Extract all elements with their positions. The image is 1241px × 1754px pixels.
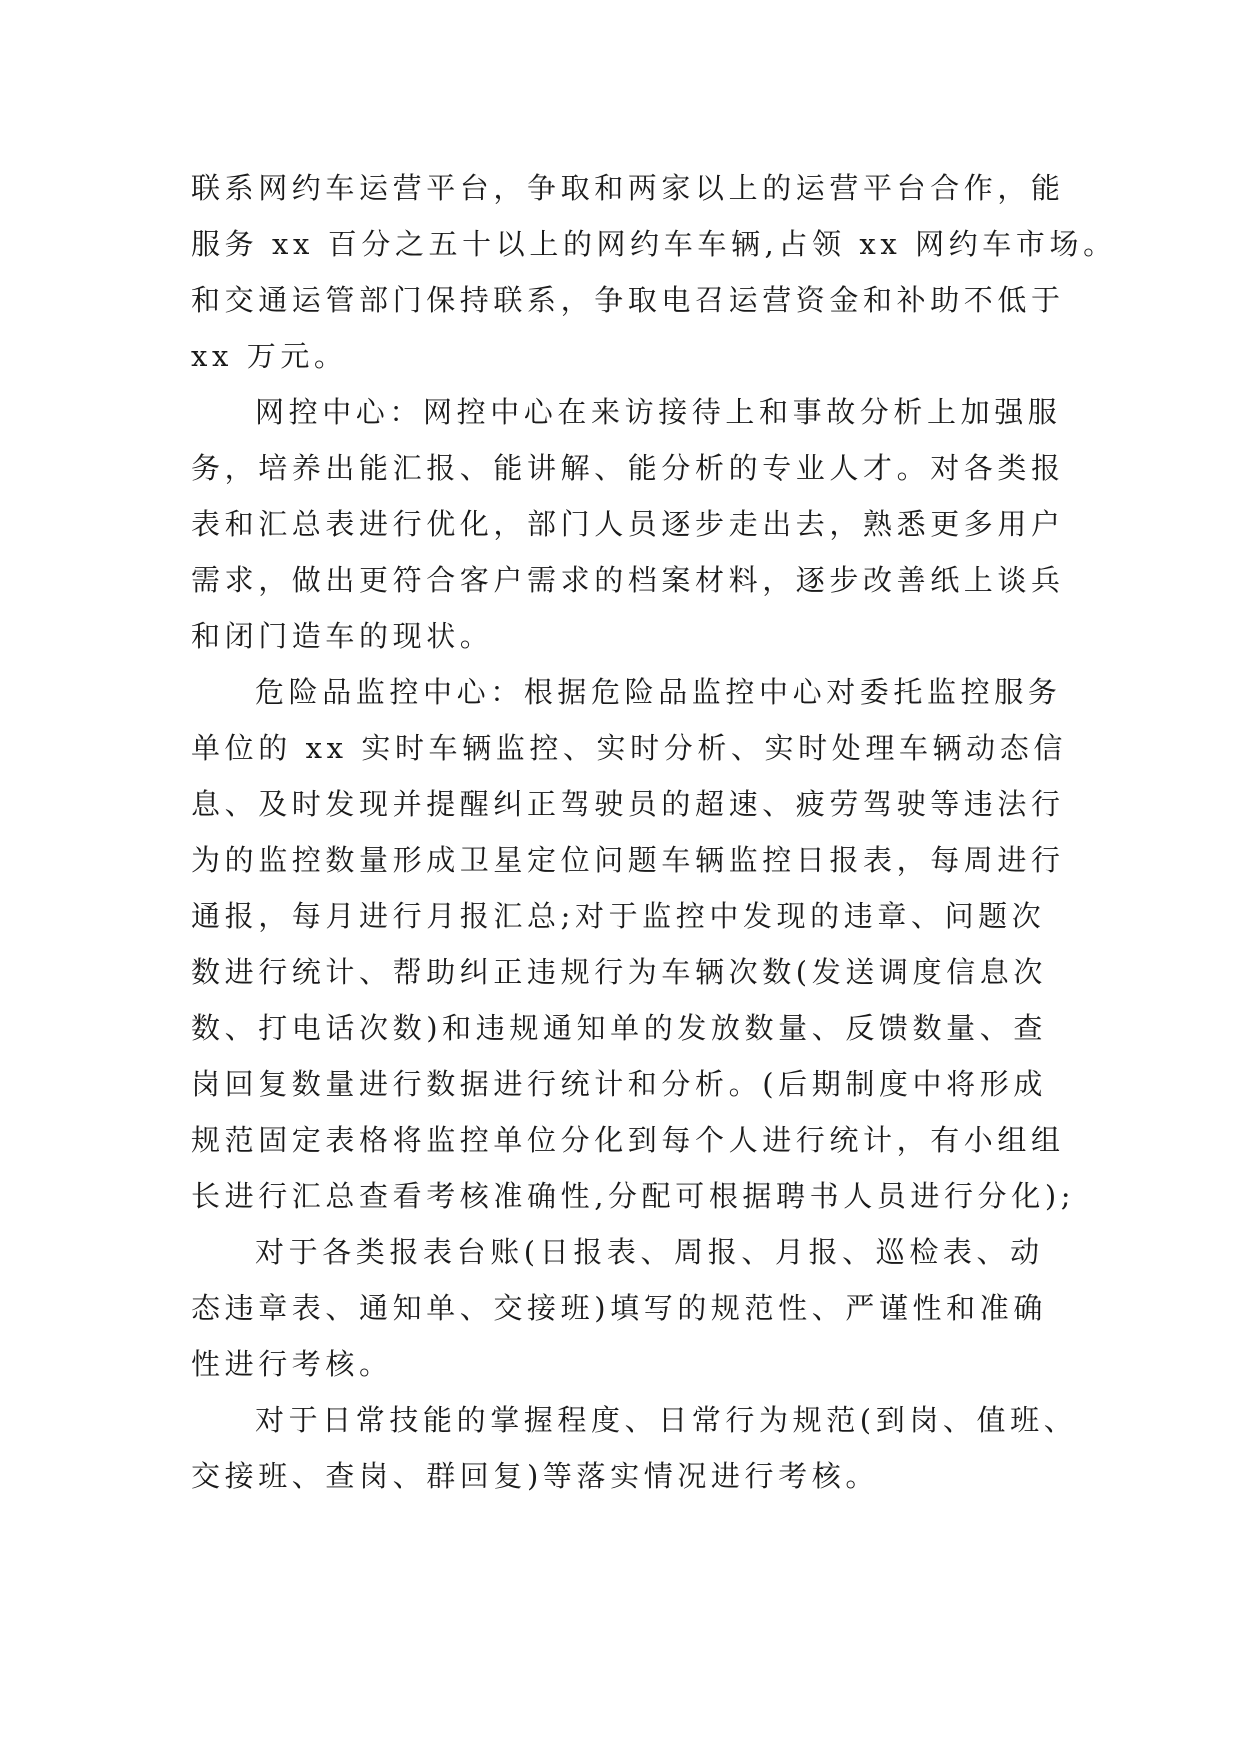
- text-line: 单位的 xx 实时车辆监控、实时分析、实时处理车辆动态信: [191, 731, 1067, 765]
- text-line: 和闭门造车的现状。: [191, 619, 494, 653]
- text-line: 岗回复数量进行数据进行统计和分析。(后期制度中将形成: [191, 1067, 1047, 1101]
- text-line: 务，培养出能汇报、能讲解、能分析的专业人才。对各类报: [191, 451, 1065, 485]
- text-line: 表和汇总表进行优化，部门人员逐步走出去，熟悉更多用户: [191, 507, 1065, 541]
- text-line: 服务 xx 百分之五十以上的网约车车辆,占领 xx 网约车市场。: [191, 227, 1117, 261]
- text-line: 态违章表、通知单、交接班)填写的规范性、严谨性和准确: [191, 1291, 1047, 1325]
- text-line: 联系网约车运营平台，争取和两家以上的运营平台合作，能: [191, 171, 1065, 205]
- text-line: 长进行汇总查看考核准确性,分配可根据聘书人员进行分化);: [191, 1179, 1076, 1213]
- document-body: [191, 160, 1117, 1504]
- text-line: 数进行统计、帮助纠正违规行为车辆次数(发送调度信息次: [191, 955, 1047, 989]
- text-line: 交接班、查岗、群回复)等落实情况进行考核。: [191, 1459, 879, 1493]
- paragraph-first-line: 网控中心：网控中心在来访接待上和事故分析上加强服: [255, 395, 1062, 429]
- text-line: 性进行考核。: [191, 1347, 393, 1381]
- paragraph-first-line: 对于日常技能的掌握程度、日常行为规范(到岗、值班、: [255, 1403, 1078, 1437]
- text-line: 息、及时发现并提醒纠正驾驶员的超速、疲劳驾驶等违法行: [191, 787, 1065, 821]
- text-line: 需求，做出更符合客户需求的档案材料，逐步改善纸上谈兵: [191, 563, 1065, 597]
- text-line: 规范固定表格将监控单位分化到每个人进行统计，有小组组: [191, 1123, 1065, 1157]
- text-line: 为的监控数量形成卫星定位问题车辆监控日报表，每周进行: [191, 843, 1065, 877]
- paragraph-first-line: 危险品监控中心：根据危险品监控中心对委托监控服务: [255, 675, 1062, 709]
- text-line: 和交通运管部门保持联系，争取电召运营资金和补助不低于: [191, 283, 1065, 317]
- paragraph-first-line: 对于各类报表台账(日报表、周报、月报、巡检表、动: [255, 1235, 1044, 1269]
- text-line: 通报，每月进行月报汇总;对于监控中发现的违章、问题次: [191, 899, 1046, 933]
- text-line: xx 万元。: [191, 339, 348, 373]
- text-line: 数、打电话次数)和违规通知单的发放数量、反馈数量、查: [191, 1011, 1047, 1045]
